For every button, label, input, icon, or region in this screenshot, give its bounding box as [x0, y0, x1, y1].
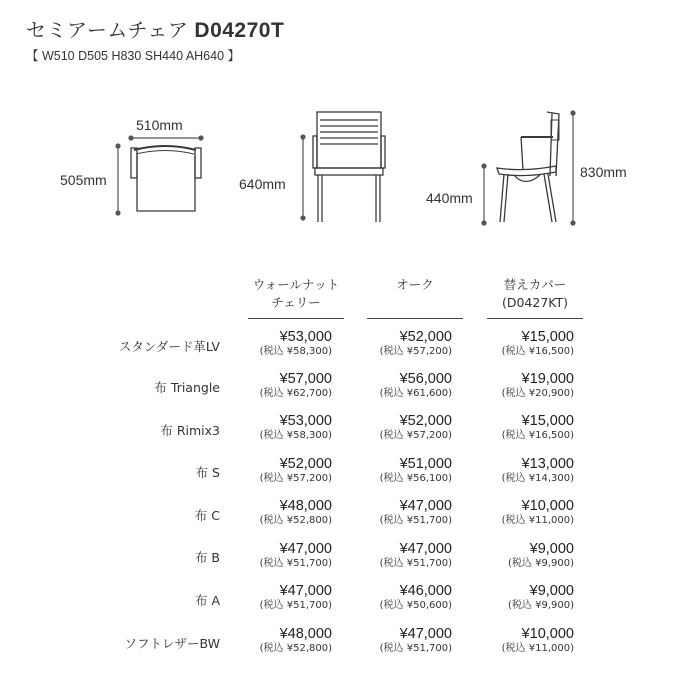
- price-cell: [260, 371, 332, 400]
- row-label: ソフトレザーBW: [124, 636, 220, 651]
- price-cell: [380, 371, 452, 400]
- price-cell: [380, 413, 452, 442]
- price: ¥57,000: [279, 371, 332, 387]
- price: ¥52,000: [399, 329, 452, 345]
- price: ¥19,000: [521, 371, 574, 387]
- tax-included-price: (税込 ¥57,200): [259, 473, 332, 484]
- price-cell: [380, 498, 452, 527]
- price: ¥47,000: [399, 498, 452, 514]
- price: ¥15,000: [521, 413, 574, 429]
- price: ¥56,000: [399, 371, 452, 387]
- tax-included-price: (税込 ¥51,700): [259, 600, 332, 611]
- column-header-oak: [367, 276, 463, 294]
- tax-included-price: (税込 ¥58,300): [259, 346, 332, 357]
- price: ¥52,000: [399, 413, 452, 429]
- side-height-label: 830mm: [580, 164, 627, 180]
- tax-included-price: (税込 ¥51,700): [379, 558, 452, 569]
- chair-drawings: [0, 0, 700, 260]
- column-header-line1: ウォールナット: [252, 277, 340, 292]
- price-cell: [260, 541, 332, 570]
- price-cell: [260, 626, 332, 655]
- price-cell: [502, 371, 574, 400]
- tax-included-price: (税込 ¥51,700): [259, 558, 332, 569]
- price-cell: [502, 456, 574, 485]
- side-seat-height-dimension: [482, 164, 486, 225]
- top-width-dimension: [129, 136, 203, 140]
- row-label: スタンダード革LV: [118, 339, 220, 354]
- chair-front-view: [313, 112, 385, 222]
- side-height-dimension: [571, 111, 575, 225]
- tax-included-price: (税込 ¥52,800): [259, 515, 332, 526]
- column-header-cover: [487, 276, 583, 312]
- price: ¥48,000: [279, 498, 332, 514]
- price: ¥9,000: [529, 583, 574, 599]
- row-label: 布 A: [194, 593, 220, 608]
- row-label: 布 S: [195, 465, 220, 480]
- price: ¥48,000: [279, 626, 332, 642]
- row-label: 布 B: [194, 550, 220, 565]
- chair-top-view: [131, 146, 201, 211]
- price: ¥15,000: [521, 329, 574, 345]
- tax-included-price: (税込 ¥16,500): [501, 430, 574, 441]
- row-label: 布 C: [194, 508, 220, 523]
- tax-included-price: (税込 ¥50,600): [379, 600, 452, 611]
- price: ¥13,000: [521, 456, 574, 472]
- column-divider: [487, 318, 583, 319]
- column-divider: [248, 318, 344, 319]
- price-cell: [508, 583, 574, 612]
- side-seat-height-label: 440mm: [426, 190, 473, 206]
- price: ¥10,000: [521, 626, 574, 642]
- tax-included-price: (税込 ¥9,900): [508, 558, 574, 569]
- top-width-label: 510mm: [136, 117, 183, 133]
- price-cell: [260, 583, 332, 612]
- price: ¥46,000: [399, 583, 452, 599]
- price-cell: [502, 498, 574, 527]
- price-cell: [502, 413, 574, 442]
- tax-included-price: (税込 ¥58,300): [259, 430, 332, 441]
- price-cell: [260, 329, 332, 358]
- tax-included-price: (税込 ¥56,100): [379, 473, 452, 484]
- column-header-walnut-cherry: [248, 276, 344, 312]
- column-header-line2: チェリー: [271, 295, 321, 310]
- top-depth-dimension: [116, 144, 120, 215]
- price: ¥52,000: [279, 456, 332, 472]
- price: ¥47,000: [399, 626, 452, 642]
- price-cell: [380, 626, 452, 655]
- dimension-summary: 【 W510 D505 H830 SH440 AH640 】: [26, 49, 241, 63]
- tax-included-price: (税込 ¥51,700): [379, 643, 452, 654]
- price: ¥53,000: [279, 329, 332, 345]
- tax-included-price: (税込 ¥62,700): [259, 388, 332, 399]
- front-height-dimension: [301, 135, 305, 220]
- price-cell: [508, 541, 574, 570]
- price: ¥47,000: [279, 583, 332, 599]
- price: ¥47,000: [279, 541, 332, 557]
- top-depth-label: 505mm: [60, 172, 107, 188]
- row-label: 布 Rimix3: [160, 423, 220, 438]
- price: ¥51,000: [399, 456, 452, 472]
- price: ¥53,000: [279, 413, 332, 429]
- price-cell: [260, 413, 332, 442]
- tax-included-price: (税込 ¥57,200): [379, 346, 452, 357]
- tax-included-price: (税込 ¥20,900): [501, 388, 574, 399]
- tax-included-price: (税込 ¥11,000): [501, 643, 574, 654]
- price-cell: [502, 626, 574, 655]
- column-divider: [367, 318, 463, 319]
- model-number: D04270T: [194, 19, 285, 42]
- price: ¥47,000: [399, 541, 452, 557]
- price-cell: [260, 498, 332, 527]
- price: ¥9,000: [529, 541, 574, 557]
- price-cell: [260, 456, 332, 485]
- price-cell: [380, 583, 452, 612]
- price: ¥10,000: [521, 498, 574, 514]
- column-header-line2: オーク: [396, 277, 434, 292]
- tax-included-price: (税込 ¥52,800): [259, 643, 332, 654]
- price-cell: [380, 329, 452, 358]
- tax-included-price: (税込 ¥11,000): [501, 515, 574, 526]
- chair-side-view: [497, 112, 559, 222]
- price-cell: [380, 456, 452, 485]
- column-header-line1: 替えカバー: [503, 277, 567, 292]
- tax-included-price: (税込 ¥14,300): [501, 473, 574, 484]
- tax-included-price: (税込 ¥61,600): [379, 388, 452, 399]
- tax-included-price: (税込 ¥57,200): [379, 430, 452, 441]
- tax-included-price: (税込 ¥51,700): [379, 515, 452, 526]
- tax-included-price: (税込 ¥9,900): [508, 600, 574, 611]
- row-label: 布 Triangle: [154, 380, 220, 395]
- column-header-line2: (D0427KT): [501, 295, 569, 310]
- title-text: セミアームチェア: [26, 18, 189, 42]
- tax-included-price: (税込 ¥16,500): [501, 346, 574, 357]
- price-cell: [502, 329, 574, 358]
- price-cell: [380, 541, 452, 570]
- front-height-label: 640mm: [239, 176, 286, 192]
